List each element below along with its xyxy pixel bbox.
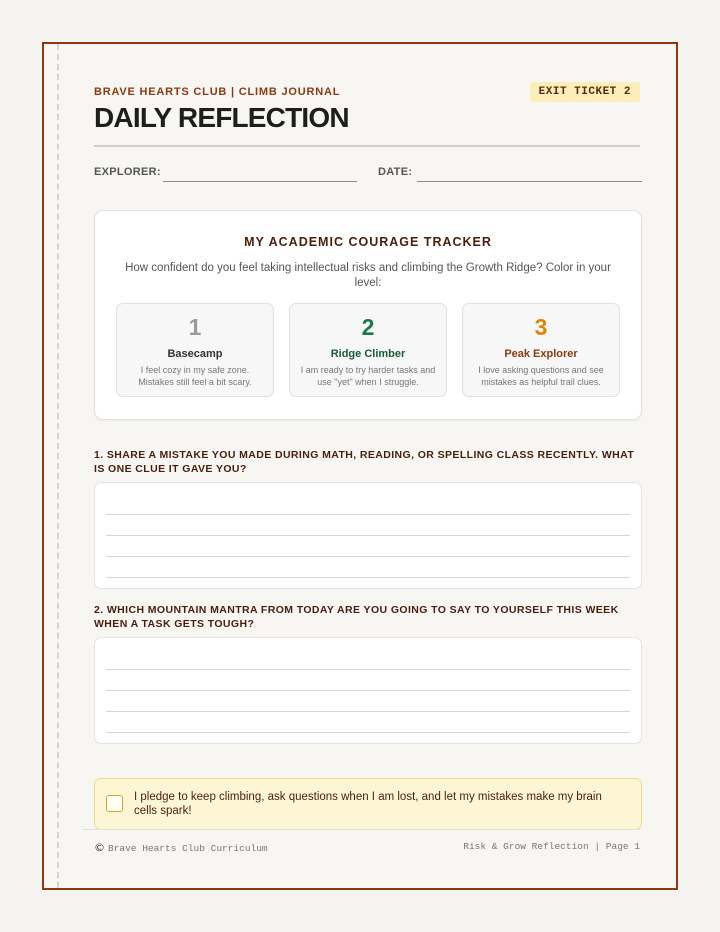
footer-left [94,841,268,854]
pledge-checkbox[interactable] [106,795,123,812]
footer-divider [82,829,640,830]
date-field[interactable] [417,181,642,182]
level-description: I feel cozy in my safe zone. Mistakes still feel a bit scary. [138,365,252,387]
club-kicker: BRAVE HEARTS CLUB | CLIMB JOURNAL [94,86,341,98]
writing-line [106,514,630,515]
level-number: 1 [188,314,202,340]
answer-box-2[interactable] [94,637,642,744]
exit-ticket-badge: EXIT TICKET 2 [530,82,640,102]
date-label: DATE: [378,166,413,178]
title-divider [94,145,640,147]
question-1: 1. SHARE A MISTAKE YOU MADE DURING MATH, READING, OR SPELLING CLASS RECENTLY. WHAT IS ONE CLUE IT GAVE YOU? [94,449,635,475]
writing-line [106,732,630,733]
level-name: Ridge Climber [330,348,406,360]
copyright-icon: © [94,841,105,854]
pledge-text: I pledge to keep climbing, ask questions when I am lost, and let my mistakes make my brain cells spark! [134,791,602,817]
tracker-prompt: How confident do you feel taking intellectual risks and climbing the Growth Ridge? Color in your level: [125,262,611,289]
explorer-field[interactable] [163,181,357,182]
writing-line [106,669,630,670]
writing-line [106,556,630,557]
page-title: DAILY REFLECTION [94,102,349,133]
level-name: Peak Explorer [504,348,578,360]
writing-line [106,535,630,536]
writing-line [106,711,630,712]
pledge-box [94,778,642,830]
level-name: Basecamp [167,348,223,360]
courage-tracker-card [94,210,642,420]
writing-line [106,577,630,578]
explorer-label: EXPLORER: [94,166,161,178]
writing-line [106,690,630,691]
footer-page-info: Risk & Grow Reflection | Page 1 [463,841,640,852]
answer-box-1[interactable] [94,482,642,589]
perforation-line [57,44,59,888]
level-option-ridge-climber[interactable] [289,303,447,397]
level-description: I love asking questions and see mistakes as helpful trail clues. [478,365,604,387]
level-option-peak-explorer[interactable] [462,303,620,397]
tracker-title: MY ACADEMIC COURAGE TRACKER [244,235,492,249]
worksheet-page [42,42,678,890]
level-description: I am ready to try harder tasks and use "yet" when I struggle. [300,365,436,387]
question-2: 2. WHICH MOUNTAIN MANTRA FROM TODAY ARE YOU GOING TO SAY TO YOURSELF THIS WEEK WHEN A TASK GETS TOUGH? [94,604,619,630]
level-number: 2 [361,314,375,340]
level-option-basecamp[interactable] [116,303,274,397]
footer-curriculum: Brave Hearts Club Curriculum [108,843,268,854]
level-number: 3 [534,314,548,340]
